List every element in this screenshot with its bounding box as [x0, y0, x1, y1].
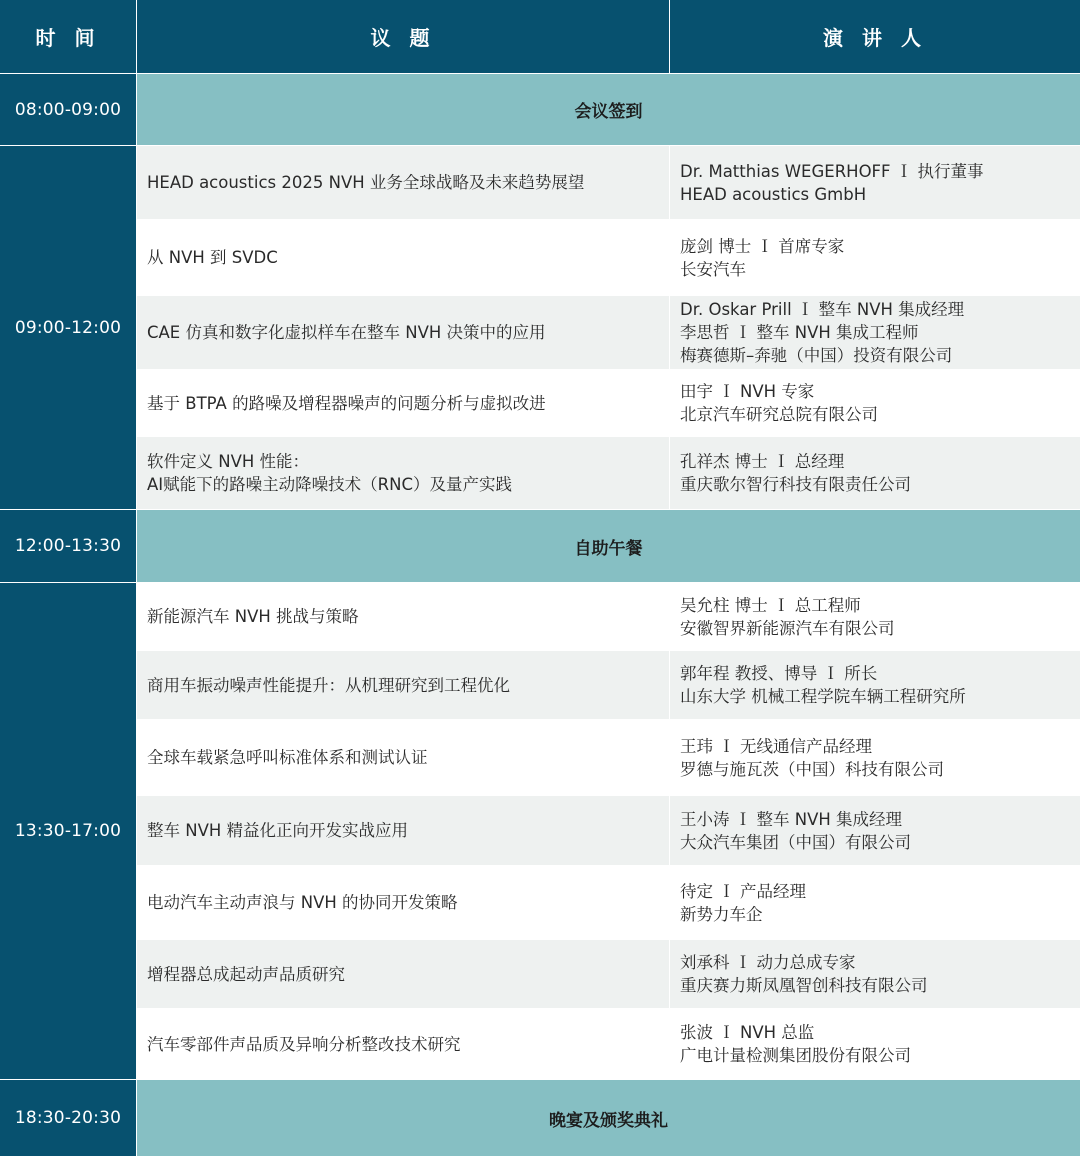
topic-line: 商用车振动噪声性能提升：从机理研究到工程优化 — [147, 675, 510, 695]
header-time: 时 间 — [0, 0, 136, 73]
topic-line: 增程器总成起动声品质研究 — [147, 964, 345, 984]
speaker-organization: 新势力车企 — [680, 904, 763, 924]
speaker-organization: 梅赛德斯–奔驰（中国）投资有限公司 — [680, 346, 953, 365]
topic-line: AI赋能下的路噪主动降噪技术（RNC）及量产实践 — [147, 475, 512, 494]
topic-line: 新能源汽车 NVH 挑战与策略 — [147, 607, 359, 626]
speaker-name-title: 待定 Ｉ 产品经理 — [680, 881, 806, 901]
speaker-organization: 重庆赛力斯凤凰智创科技有限公司 — [680, 976, 928, 995]
speaker-organization: 安徽智界新能源汽车有限公司 — [680, 618, 895, 638]
session-topic — [137, 220, 669, 295]
topic-line: 从 NVH 到 SVDC — [147, 248, 278, 267]
time-slot: 08:00-09:00 — [0, 74, 136, 145]
time-slot: 12:00-13:30 — [0, 510, 136, 582]
topic-line: 全球车载紧急呼叫标准体系和测试认证 — [147, 748, 428, 767]
session-speaker — [670, 583, 1080, 650]
session-topic — [137, 720, 669, 795]
speaker-name-title: 庞剑 博士 Ｉ 首席专家 — [680, 236, 845, 256]
break-dinner: 晚宴及颁奖典礼 — [137, 1080, 1080, 1156]
speaker-name-title: 王玮 Ｉ 无线通信产品经理 — [680, 736, 872, 756]
session-topic — [137, 796, 669, 865]
session-topic — [137, 940, 669, 1008]
session-topic — [137, 651, 669, 719]
topic-line: 电动汽车主动声浪与 NVH 的协同开发策略 — [147, 893, 458, 912]
speaker-organization: HEAD acoustics GmbH — [680, 184, 867, 204]
topic-line: HEAD acoustics 2025 NVH 业务全球战略及未来趋势展望 — [147, 173, 585, 192]
session-speaker — [670, 1009, 1080, 1079]
session-topic — [137, 437, 669, 509]
time-slot: 13:30-17:00 — [0, 583, 136, 1079]
session-speaker — [670, 866, 1080, 939]
break-checkin: 会议签到 — [137, 74, 1080, 145]
session-topic — [137, 1009, 669, 1079]
speaker-name-title: 李思哲 Ｉ 整车 NVH 集成工程师 — [680, 323, 919, 342]
session-speaker — [670, 296, 1080, 369]
session-speaker — [670, 796, 1080, 865]
speaker-organization: 山东大学 机械工程学院车辆工程研究所 — [680, 687, 966, 706]
session-topic — [137, 583, 669, 650]
speaker-name-title: 张波 Ｉ NVH 总监 — [680, 1023, 815, 1042]
session-speaker — [670, 146, 1080, 219]
session-topic — [137, 866, 669, 939]
header-speaker: 演 讲 人 — [670, 0, 1080, 73]
topic-line: 整车 NVH 精益化正向开发实战应用 — [147, 821, 409, 840]
speaker-name-title: 吴允柱 博士 Ｉ 总工程师 — [680, 595, 861, 615]
speaker-name-title: 郭年程 教授、博导 Ｉ 所长 — [680, 664, 878, 683]
speaker-organization: 北京汽车研究总院有限公司 — [680, 405, 878, 424]
speaker-name-title: 孔祥杰 博士 Ｉ 总经理 — [680, 452, 845, 471]
speaker-name-title: 田宇 Ｉ NVH 专家 — [680, 382, 815, 401]
speaker-name-title: 刘承科 Ｉ 动力总成专家 — [680, 953, 856, 972]
speaker-organization: 大众汽车集团（中国）有限公司 — [680, 832, 911, 852]
session-speaker — [670, 720, 1080, 795]
session-speaker — [670, 370, 1080, 436]
session-topic — [137, 296, 669, 369]
topic-line: 汽车零部件声品质及异响分析整改技术研究 — [147, 1034, 461, 1054]
break-lunch: 自助午餐 — [137, 510, 1080, 582]
topic-line: CAE 仿真和数字化虚拟样车在整车 NVH 决策中的应用 — [147, 323, 546, 342]
speaker-organization: 重庆歌尔智行科技有限责任公司 — [680, 475, 911, 494]
time-slot: 09:00-12:00 — [0, 146, 136, 509]
topic-line: 软件定义 NVH 性能： — [147, 452, 310, 471]
session-topic — [137, 370, 669, 436]
speaker-organization: 广电计量检测集团股份有限公司 — [680, 1046, 911, 1065]
speaker-name-title: Dr. Oskar Prill Ｉ 整车 NVH 集成经理 — [680, 300, 965, 319]
speaker-organization: 长安汽车 — [680, 259, 746, 279]
speaker-name-title: Dr. Matthias WEGERHOFF Ｉ 执行董事 — [680, 161, 984, 181]
session-topic — [137, 146, 669, 219]
session-speaker — [670, 651, 1080, 719]
speaker-name-title: 王小涛 Ｉ 整车 NVH 集成经理 — [680, 809, 903, 829]
session-speaker — [670, 220, 1080, 295]
header-topic: 议 题 — [137, 0, 669, 73]
topic-line: 基于 BTPA 的路噪及增程器噪声的问题分析与虚拟改进 — [147, 393, 546, 413]
speaker-organization: 罗德与施瓦茨（中国）科技有限公司 — [680, 759, 944, 779]
time-slot: 18:30-20:30 — [0, 1080, 136, 1156]
session-speaker — [670, 437, 1080, 509]
session-speaker — [670, 940, 1080, 1008]
